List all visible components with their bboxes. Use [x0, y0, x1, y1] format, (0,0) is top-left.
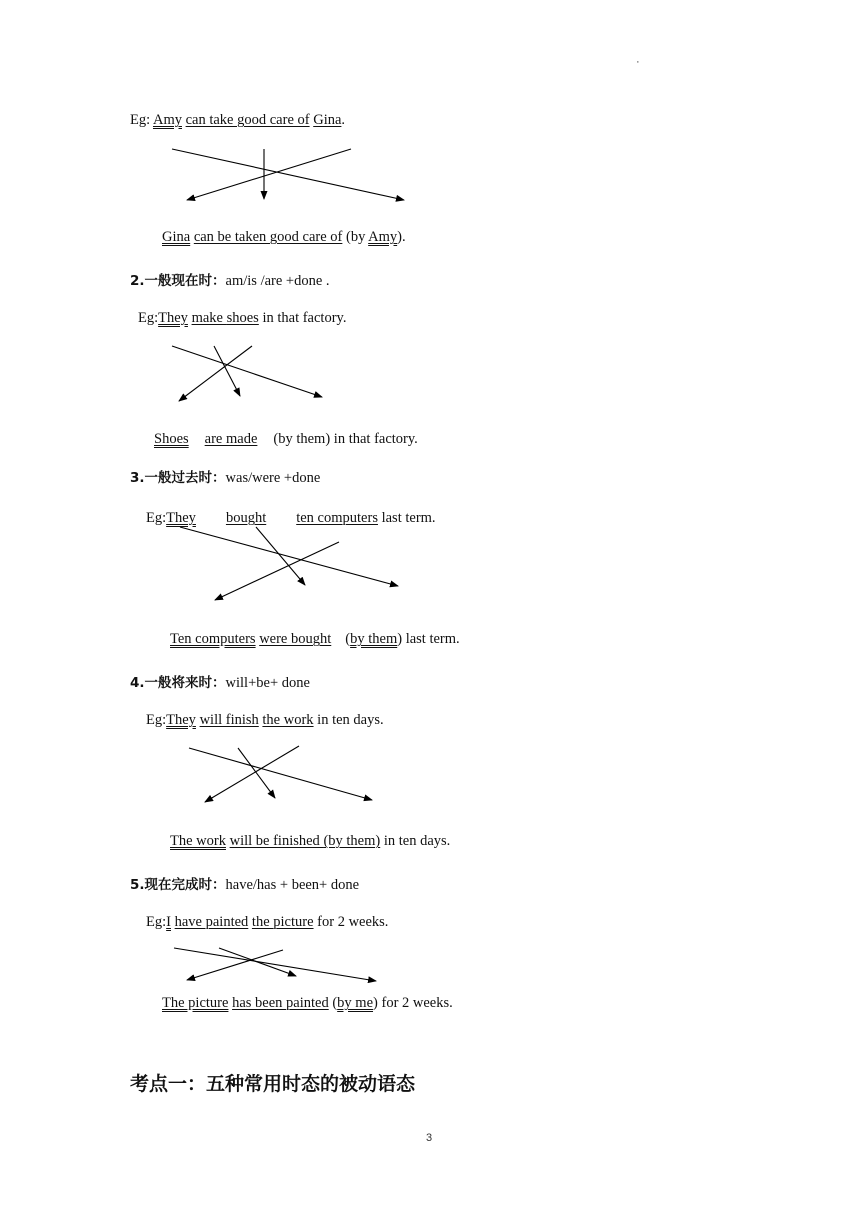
sentence-rest: in ten days.: [380, 833, 451, 849]
agent-word: by me: [337, 995, 374, 1011]
tense-formula: will+be+ done: [225, 675, 310, 691]
subject-word: Gina: [162, 229, 191, 245]
object-word: the picture: [251, 914, 314, 930]
subject-word: They: [166, 510, 196, 526]
arrow-group-example1: [172, 149, 404, 200]
object-word: the work: [262, 712, 314, 728]
arrow-line: [187, 149, 351, 200]
tense-formula: was/were +done: [225, 470, 321, 486]
agent-prefix: (by: [342, 229, 369, 245]
arrow-line: [238, 748, 275, 798]
subject-word: They: [158, 310, 188, 326]
sentence-rest: in that factory.: [258, 310, 347, 326]
agent-word: Amy: [368, 229, 398, 245]
arrow-group-tense4: [189, 746, 372, 802]
eg-label: Eg:: [146, 510, 167, 526]
agent-suffix: ): [397, 631, 403, 647]
tense-heading-label: 3.一般过去时：: [130, 470, 226, 486]
eg-label: Eg:: [130, 112, 153, 128]
eg-label: Eg:: [146, 914, 167, 930]
verb-phrase: will be finished: [229, 833, 324, 849]
arrow-line: [205, 746, 299, 802]
agent-suffix: ).: [397, 229, 406, 245]
sentence-rest: in ten days.: [313, 712, 384, 728]
tense-formula: am/is /are +done .: [225, 273, 330, 289]
page-number: 3: [426, 1132, 433, 1144]
sentence-rest: last term.: [402, 631, 460, 647]
object-word: ten computers: [296, 510, 378, 526]
arrow-line: [172, 149, 404, 200]
agent-prefix: (: [328, 995, 338, 1011]
arrow-line: [214, 346, 240, 396]
header-dot: ·: [636, 56, 640, 68]
sentence-rest: last term.: [377, 510, 436, 526]
verb-phrase: has been painted: [232, 995, 329, 1011]
verb-phrase: have painted: [174, 914, 249, 930]
object-word: Gina: [313, 112, 342, 128]
tense-heading-label: 5.现在完成时：: [130, 877, 226, 893]
tense-formula: have/has + been+ done: [225, 877, 360, 893]
arrow-group-tense5: [174, 948, 376, 981]
agent-word: by them: [350, 631, 398, 647]
object-word: shoes: [226, 310, 259, 326]
arrow-line: [256, 527, 305, 585]
subject-word: The work: [170, 833, 226, 849]
sentence-rest: for 2 weeks.: [377, 995, 453, 1011]
verb-phrase: can take good care of: [185, 112, 310, 128]
agent-prefix: (: [345, 631, 351, 647]
agent-phrase: (by them): [273, 431, 331, 447]
subject-word: The picture: [162, 995, 229, 1011]
agent-phrase: (by them): [323, 833, 381, 849]
section-title: 考点一：五种常用时态的被动语态: [130, 1073, 416, 1095]
subject-word: Amy: [152, 112, 182, 128]
eg-label: Eg:: [146, 712, 167, 728]
arrow-line: [187, 950, 283, 980]
sentence-rest: for 2 weeks.: [313, 914, 389, 930]
arrow-line: [219, 948, 296, 976]
arrow-line: [215, 542, 339, 600]
arrow-group-tense3: [180, 527, 398, 600]
subject-word: I: [166, 914, 171, 930]
arrow-group-tense2: [172, 346, 322, 401]
agent-suffix: ): [373, 995, 378, 1011]
verb-phrase: can be taken good care of: [193, 229, 343, 245]
sentence-end: .: [341, 112, 346, 128]
arrow-line: [189, 748, 372, 800]
eg-label: Eg:: [138, 310, 159, 326]
arrow-line: [179, 346, 252, 401]
verb-phrase: bought: [225, 510, 267, 526]
tense-heading-label: 4.一般将来时：: [130, 675, 226, 691]
subject-word: Ten computers: [170, 631, 256, 647]
verb-phrase: are made: [204, 431, 258, 447]
verb-phrase: will finish: [199, 712, 259, 728]
tense-heading-label: 2.一般现在时：: [130, 273, 226, 289]
subject-word: They: [166, 712, 196, 728]
sentence-rest: in that factory.: [330, 431, 418, 447]
subject-word: Shoes: [154, 431, 189, 447]
verb-phrase: make: [191, 310, 227, 326]
arrow-line: [180, 527, 398, 586]
verb-phrase: were bought: [259, 631, 332, 647]
